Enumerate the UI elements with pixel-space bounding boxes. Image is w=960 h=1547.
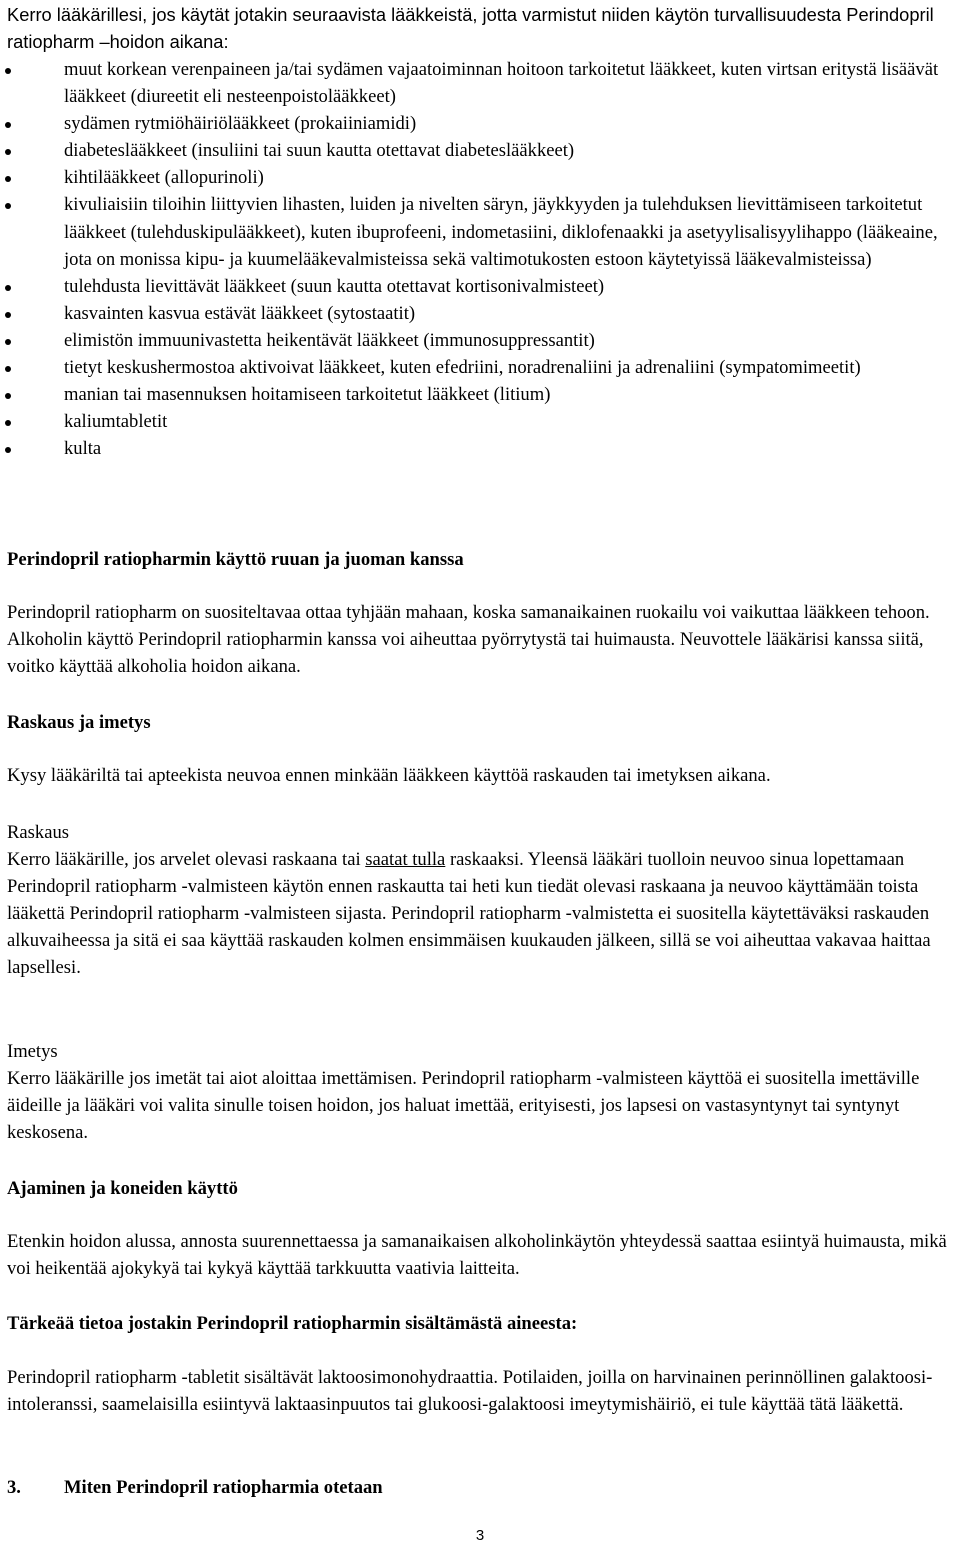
food-paragraph: Perindopril ratiopharm on suositeltavaa ottaa tyhjään mahaan, koska samanaikainen ruokailu voi vaikuttaa lääkkeen tehoon. Alkoholin käyttö Perindopril ratiopharmin kanssa voi aiheuttaa pyörrytystä tai huimausta. Neuvottele lääkärisi kanssa siitä, voitko käyttää alkoholia hoidon aikana. bbox=[7, 602, 930, 678]
section-title: Miten Perindopril ratiopharmia otetaan bbox=[64, 1477, 383, 1498]
medication-text: sydämen rytmiöhäiriölääkkeet (prokaiiniamidi) bbox=[64, 113, 417, 135]
bullet-icon bbox=[5, 176, 11, 182]
intro-paragraph: Kerro lääkärillesi, jos käytät jotakin seuraavista lääkkeistä, jotta varmistut niiden käytön turvallisuudesta Perindopril ratiopharm –hoidon aikana: bbox=[7, 4, 934, 52]
medication-text: elimistön immuunivastetta heikentävät lääkkeet (immunosuppressantit) bbox=[64, 329, 595, 351]
bullet-icon bbox=[5, 393, 11, 399]
medication-list bbox=[0, 56, 960, 462]
medication-list-item bbox=[0, 110, 960, 137]
driving-heading: Ajaminen ja koneiden käyttö bbox=[7, 1178, 238, 1199]
medication-text: kaliumtabletit bbox=[64, 411, 168, 433]
medication-list-item bbox=[0, 435, 960, 462]
bullet-icon bbox=[5, 447, 11, 453]
pregnancy-text-underlined: saatat tulla bbox=[365, 849, 446, 870]
section-3-heading bbox=[7, 1474, 955, 1501]
medication-text: kivuliaisiin tiloihin liittyvien lihasten, luiden ja nivelten säryn, jäykkyyden ja tulehduksen lievittämiseen tarkoitetut lääkkeet (tulehduskipulääkkeet), kuten ibuprofeeni, indometasiini, diklofenaakki ja asetyylisalisyylihappo (lääkeaine, jota on monissa kipu- ja kuumelääkevalmisteissa sekä valtimotukosten estoon käytetyissä lääkevalmisteissa) bbox=[64, 194, 938, 270]
bullet-icon bbox=[5, 285, 11, 291]
pregnancy-text-after: raskaaksi. Yleensä lääkäri tuolloin neuvoo sinua lopettamaan Perindopril ratiopharm -valmisteen käytön ennen raskautta tai heti kun tiedät olevasi raskaana ja neuvoo käyttämään toista lääkettä Perindopril ratiopharm -valmisteen sijasta. Perindopril ratiopharm -valmistetta ei suositella käytettäväksi raskauden alkuvaiheessa ja sitä ei saa käyttää raskauden kolmen ensimmäisen kuukauden jälkeen, sillä se voi aiheuttaa vakavaa haittaa lapsellesi. bbox=[7, 849, 931, 979]
pregnancy-text-before: Kerro lääkärille, jos arvelet olevasi raskaana tai bbox=[7, 849, 366, 870]
bullet-icon bbox=[5, 420, 11, 426]
medication-list-item bbox=[0, 164, 960, 191]
excipient-heading: Tärkeää tietoa jostakin Perindopril ratiopharmin sisältämästä aineesta: bbox=[7, 1313, 578, 1334]
medication-text: tulehdusta lievittävät lääkkeet (suun kautta otettavat kortisonivalmisteet) bbox=[64, 275, 605, 297]
medication-text: muut korkean verenpaineen ja/tai sydämen vajaatoiminnan hoitoon tarkoitetut lääkkeet, kuten virtsan eritystä lisäävät lääkkeet (diureetit eli nesteenpoistolääkkeet) bbox=[64, 59, 939, 108]
bullet-icon bbox=[5, 312, 11, 318]
medication-list-item bbox=[0, 137, 960, 164]
food-heading: Perindopril ratiopharmin käyttö ruuan ja juoman kanssa bbox=[7, 549, 464, 570]
bullet-icon bbox=[5, 339, 11, 345]
medication-text: tietyt keskushermostoa aktivoivat lääkkeet, kuten efedriini, noradrenaliini ja adrenaliini (sympatomimeetit) bbox=[64, 357, 861, 379]
bullet-icon bbox=[5, 366, 11, 372]
medication-list-item bbox=[0, 381, 960, 408]
medication-list-item bbox=[0, 354, 960, 381]
medication-list-item bbox=[0, 273, 960, 300]
driving-paragraph: Etenkin hoidon alussa, annosta suurennettaessa ja samanaikaisen alkoholinkäytön yhteydessä saattaa esiintyä huimausta, mikä voi heikentää ajokykyä tai kykyä käyttää tarkkuutta vaativia laitteita. bbox=[7, 1231, 947, 1280]
bullet-icon bbox=[5, 122, 11, 128]
pregnancy-subheading: Raskaus bbox=[7, 822, 69, 843]
pregnancy-heading: Raskaus ja imetys bbox=[7, 712, 151, 733]
excipient-paragraph: Perindopril ratiopharm -tabletit sisältävät laktoosimonohydraattia. Potilaiden, joilla on harvinainen perinnöllinen galaktoosi-intoleranssi, saamelaisilla esiintyvä laktaasinpuutos tai glukoosi-galaktoosi imeytymishäiriö, ei tule käyttää tätä lääkettä. bbox=[7, 1367, 933, 1416]
medication-text: kihtilääkkeet (allopurinoli) bbox=[64, 167, 264, 189]
breastfeeding-subheading: Imetys bbox=[7, 1041, 58, 1062]
medication-list-item bbox=[0, 408, 960, 435]
section-number: 3. bbox=[7, 1477, 21, 1498]
page-number: 3 bbox=[475, 1527, 485, 1544]
pregnancy-intro: Kysy lääkäriltä tai apteekista neuvoa ennen minkään lääkkeen käyttöä raskauden tai imetyksen aikana. bbox=[7, 765, 771, 786]
pregnancy-paragraph bbox=[7, 846, 955, 981]
medication-text: diabeteslääkkeet (insuliini tai suun kautta otettavat diabeteslääkkeet) bbox=[64, 140, 575, 162]
medication-list-item bbox=[0, 56, 960, 110]
medication-list-item bbox=[0, 327, 960, 354]
medication-text: kasvainten kasvua estävät lääkkeet (sytostaatit) bbox=[64, 302, 416, 324]
medication-list-item bbox=[0, 300, 960, 327]
bullet-icon bbox=[5, 149, 11, 155]
bullet-icon bbox=[5, 203, 11, 209]
medication-text: manian tai masennuksen hoitamiseen tarkoitetut lääkkeet (litium) bbox=[64, 384, 551, 406]
medication-list-item bbox=[0, 191, 960, 272]
medication-text: kulta bbox=[64, 438, 102, 460]
bullet-icon bbox=[5, 68, 11, 74]
breastfeeding-paragraph: Kerro lääkärille jos imetät tai aiot aloittaa imettämisen. Perindopril ratiopharm -valmisteen käyttöä ei suositella imettäville äideille ja lääkäri voi valita sinulle toisen hoidon, jos haluat imettää, erityisesti, jos lapsesi on vastasyntynyt tai syntynyt keskosena. bbox=[7, 1068, 920, 1144]
